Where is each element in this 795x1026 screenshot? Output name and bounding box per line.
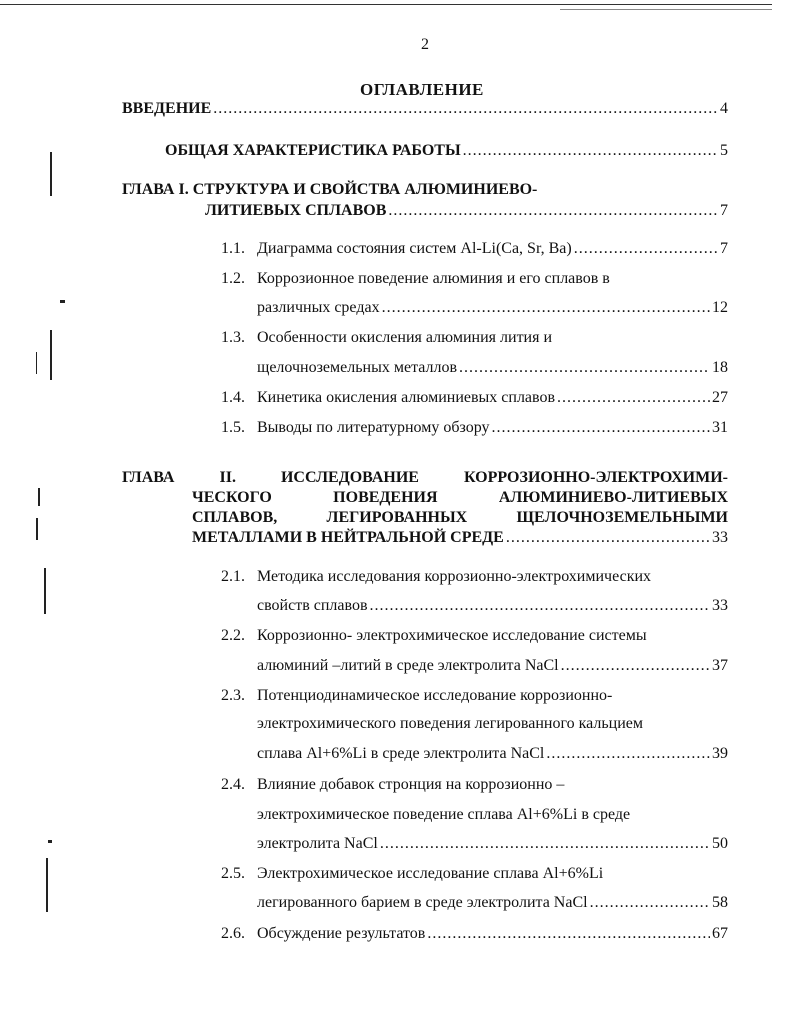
heading-word: ЛЕГИРОВАННЫХ <box>326 509 468 526</box>
scan-mark <box>48 840 52 843</box>
section-page: 18 <box>712 359 728 376</box>
dot-leader <box>492 419 710 437</box>
dot-leader <box>557 389 710 407</box>
heading-last-line: МЕТАЛЛАМИ В НЕЙТРАЛЬНОЙ СРЕДЕ <box>192 529 504 546</box>
toc-section-1-1 <box>205 240 728 262</box>
toc-section-1-3 <box>205 329 728 381</box>
section-number: 1.1. <box>221 240 245 257</box>
toc-section-1-4 <box>205 389 728 411</box>
toc-section-2-4 <box>205 776 728 858</box>
section-number: 2.4. <box>221 776 245 793</box>
section-page: 7 <box>720 240 728 257</box>
heading-word: ГЛАВА <box>122 469 175 486</box>
top-border-line <box>0 4 772 5</box>
dot-leader <box>463 142 718 160</box>
entry-label: ВВЕДЕНИЕ <box>122 100 212 117</box>
toc-section-2-1 <box>205 568 728 620</box>
section-title: Потенциодинамическое исследование коррозионно- <box>257 687 613 704</box>
section-title: электрохимическое поведение сплава Al+6%Li в среде <box>257 806 631 823</box>
dot-leader <box>546 745 710 763</box>
section-title: Коррозионное поведение алюминия и его сплавов в <box>257 270 610 287</box>
heading-word: ИССЛЕДОВАНИЕ <box>280 469 419 486</box>
page-number: 2 <box>421 36 429 53</box>
section-number: 1.3. <box>221 329 245 346</box>
top-border-line-secondary <box>560 9 772 10</box>
section-title: Влияние добавок стронция на коррозионно – <box>257 776 565 793</box>
entry-page: 33 <box>712 529 728 546</box>
chapter-1-heading-line2 <box>205 202 728 220</box>
section-title: различных средах <box>257 299 380 316</box>
heading-word: ЧЕСКОГО <box>192 489 272 506</box>
section-title: легированного барием в среде электролита NaCl <box>257 894 588 911</box>
section-number: 2.1. <box>221 568 245 585</box>
toc-section-1-2 <box>205 270 728 322</box>
dot-leader <box>459 359 710 377</box>
section-title: алюминий –литий в среде электролита NaCl <box>257 657 559 674</box>
entry-label: ОБЩАЯ ХАРАКТЕРИСТИКА РАБОТЫ <box>165 142 461 159</box>
section-title: Обсуждение результатов <box>257 925 426 942</box>
section-title: Электрохимическое исследование сплава Al+6%Li <box>257 865 604 882</box>
section-number: 2.5. <box>221 865 245 882</box>
toc-entry-intro <box>122 100 728 118</box>
entry-page: 4 <box>720 100 728 117</box>
scan-mark <box>60 300 65 303</box>
section-number: 1.4. <box>221 389 245 406</box>
section-title: электрохимического поведения легированного кальцием <box>257 715 644 732</box>
scan-mark <box>44 568 46 614</box>
scan-mark <box>50 330 52 380</box>
toc-section-2-6 <box>205 925 728 947</box>
heading-word: ПОВЕДЕНИЯ <box>333 489 438 506</box>
section-title: Диаграмма состояния систем Al-Li(Ca, Sr, Ba) <box>257 240 572 257</box>
section-title: Кинетика окисления алюминиевых сплавов <box>257 389 556 406</box>
toc-section-2-2 <box>205 627 728 679</box>
section-title: щелочноземельных металлов <box>257 359 458 376</box>
section-title: Особенности окисления алюминия лития и <box>257 329 553 346</box>
toc-section-1-5 <box>205 419 728 441</box>
heading-word: КОРРОЗИОННО-ЭЛЕКТРОХИМИ- <box>463 469 728 486</box>
heading-word: АЛЮМИНИЕВО-ЛИТИЕВЫХ <box>498 489 728 506</box>
heading-word: ЩЕЛОЧНОЗЕМЕЛЬНЫМИ <box>516 509 728 526</box>
section-number: 2.2. <box>221 627 245 644</box>
dot-leader <box>382 299 710 317</box>
dot-leader <box>370 597 710 615</box>
chapter-1-heading: ГЛАВА I. СТРУКТУРА И СВОЙСТВА АЛЮМИНИЕВО- <box>122 181 538 198</box>
section-title: Выводы по литературному обзору <box>257 419 490 436</box>
dot-leader <box>590 894 710 912</box>
section-number: 1.2. <box>221 270 245 287</box>
toc-entry-general <box>165 142 728 160</box>
section-number: 1.5. <box>221 419 245 436</box>
section-title: Коррозионно- электрохимическое исследование системы <box>257 627 647 644</box>
entry-label: ЛИТИЕВЫХ СПЛАВОВ <box>205 202 387 219</box>
dot-leader <box>574 240 718 258</box>
section-page: 50 <box>712 835 728 852</box>
section-number: 2.6. <box>221 925 245 942</box>
toc-section-2-3 <box>205 687 728 769</box>
scan-mark <box>50 152 52 196</box>
toc-section-2-5 <box>205 865 728 917</box>
section-page: 67 <box>712 925 728 942</box>
section-title: Методика исследования коррозионно-электрохимических <box>257 568 652 585</box>
scan-mark <box>38 488 40 506</box>
dot-leader <box>213 100 718 118</box>
section-title: свойств сплавов <box>257 597 368 614</box>
section-page: 58 <box>712 894 728 911</box>
section-number: 2.3. <box>221 687 245 704</box>
entry-page: 7 <box>720 202 728 219</box>
heading-word: СПЛАВОВ, <box>192 509 278 526</box>
scan-mark <box>36 352 37 374</box>
scan-mark <box>36 518 38 540</box>
section-page: 27 <box>712 389 728 406</box>
section-title: сплава Al+6%Li в среде электролита NaCl <box>257 745 545 762</box>
dot-leader <box>561 657 710 675</box>
toc-title: ОГЛАВЛЕНИЕ <box>360 80 484 99</box>
chapter-2-heading <box>122 468 728 548</box>
section-page: 37 <box>712 657 728 674</box>
section-title: электролита NaCl <box>257 835 378 852</box>
heading-word: II. <box>219 469 236 486</box>
entry-page: 5 <box>720 142 728 159</box>
dot-leader <box>506 528 710 548</box>
dot-leader <box>427 925 710 943</box>
scan-mark <box>46 858 48 912</box>
section-page: 33 <box>712 597 728 614</box>
section-page: 39 <box>712 745 728 762</box>
section-page: 12 <box>712 299 728 316</box>
section-page: 31 <box>712 419 728 436</box>
dot-leader <box>380 835 710 853</box>
dot-leader <box>388 202 718 220</box>
